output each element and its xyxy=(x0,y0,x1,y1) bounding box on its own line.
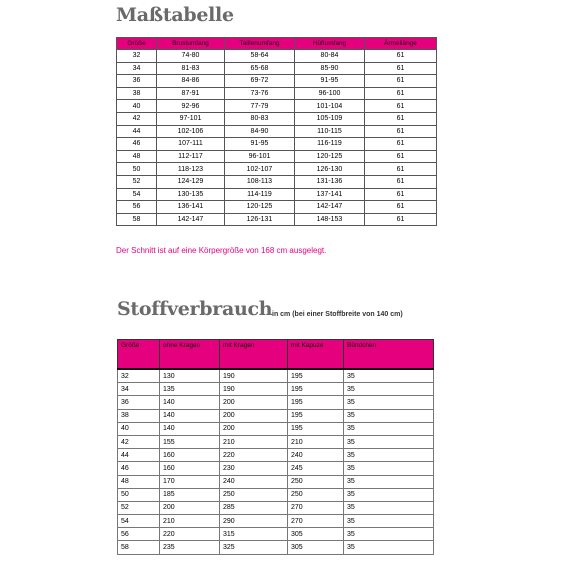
table-cell: 81-83 xyxy=(157,62,225,75)
table-cell: 46 xyxy=(118,462,160,475)
table-cell: 73-76 xyxy=(225,87,295,100)
table-cell: 38 xyxy=(117,87,157,100)
table-cell: 35 xyxy=(344,422,434,435)
table-row xyxy=(118,396,434,409)
table-cell: 34 xyxy=(118,383,160,396)
column-header: mit Kragen xyxy=(220,340,288,370)
table-cell: 61 xyxy=(365,100,437,113)
table-cell: 58-64 xyxy=(225,50,295,63)
table-cell: 170 xyxy=(160,475,220,488)
table-cell: 52 xyxy=(117,175,157,188)
table-cell: 270 xyxy=(288,515,344,528)
table-cell: 44 xyxy=(118,449,160,462)
table-cell: 102-106 xyxy=(157,125,225,138)
table-cell: 38 xyxy=(118,409,160,422)
masstabelle-title: Maßtabelle xyxy=(116,4,234,26)
table-cell: 140 xyxy=(160,409,220,422)
table-cell: 61 xyxy=(365,112,437,125)
table-cell: 61 xyxy=(365,201,437,214)
table-cell: 120-125 xyxy=(225,201,295,214)
table-cell: 130 xyxy=(160,369,220,383)
table-cell: 61 xyxy=(365,213,437,226)
table-row xyxy=(117,213,437,226)
table-row xyxy=(118,501,434,514)
table-row xyxy=(117,188,437,201)
table-cell: 80-83 xyxy=(225,112,295,125)
table-cell: 61 xyxy=(365,163,437,176)
table-cell: 35 xyxy=(344,541,434,554)
table-cell: 160 xyxy=(160,462,220,475)
table-cell: 42 xyxy=(118,435,160,448)
table-cell: 142-147 xyxy=(295,201,365,214)
table-cell: 52 xyxy=(118,501,160,514)
table-row xyxy=(117,125,437,138)
column-header: Brustumfang xyxy=(157,38,225,50)
table-cell: 112-117 xyxy=(157,150,225,163)
table-cell: 84-86 xyxy=(157,75,225,88)
table-cell: 85-90 xyxy=(295,62,365,75)
table-cell: 250 xyxy=(288,475,344,488)
table-cell: 118-123 xyxy=(157,163,225,176)
masstabelle-table xyxy=(116,37,437,226)
table-cell: 140 xyxy=(160,396,220,409)
table-cell: 137-141 xyxy=(295,188,365,201)
table-cell: 35 xyxy=(344,528,434,541)
table-row xyxy=(117,163,437,176)
table-row xyxy=(118,422,434,435)
column-header: Taillenumfang xyxy=(225,38,295,50)
table-cell: 61 xyxy=(365,150,437,163)
table-row xyxy=(118,515,434,528)
column-header: Hüftumfang xyxy=(295,38,365,50)
table-cell: 58 xyxy=(117,213,157,226)
table-row xyxy=(117,75,437,88)
table-cell: 235 xyxy=(160,541,220,554)
table-cell: 195 xyxy=(288,396,344,409)
table-cell: 250 xyxy=(220,488,288,501)
table-cell: 46 xyxy=(117,138,157,151)
column-header: Größe xyxy=(118,340,160,370)
table-cell: 58 xyxy=(118,541,160,554)
table-cell: 120-125 xyxy=(295,150,365,163)
table-cell: 65-68 xyxy=(225,62,295,75)
table-cell: 285 xyxy=(220,501,288,514)
table-row xyxy=(118,475,434,488)
table-cell: 195 xyxy=(288,409,344,422)
table-cell: 35 xyxy=(344,435,434,448)
table-cell: 92-96 xyxy=(157,100,225,113)
table-cell: 84-90 xyxy=(225,125,295,138)
table-cell: 210 xyxy=(288,435,344,448)
table-row xyxy=(118,488,434,501)
table-cell: 200 xyxy=(220,409,288,422)
table-cell: 48 xyxy=(118,475,160,488)
table-cell: 35 xyxy=(344,396,434,409)
table-cell: 61 xyxy=(365,75,437,88)
table-row xyxy=(118,383,434,396)
table-row xyxy=(117,112,437,125)
table-cell: 35 xyxy=(344,488,434,501)
table-cell: 110-115 xyxy=(295,125,365,138)
table-cell: 54 xyxy=(117,188,157,201)
table-cell: 210 xyxy=(220,435,288,448)
table-row xyxy=(117,62,437,75)
table-cell: 131-136 xyxy=(295,175,365,188)
table-cell: 160 xyxy=(160,449,220,462)
table-row xyxy=(118,449,434,462)
table-cell: 61 xyxy=(365,87,437,100)
table-cell: 142-147 xyxy=(157,213,225,226)
table-cell: 200 xyxy=(160,501,220,514)
table-cell: 69-72 xyxy=(225,75,295,88)
table-cell: 107-111 xyxy=(157,138,225,151)
column-header: Größe xyxy=(117,38,157,50)
table-cell: 195 xyxy=(288,369,344,383)
table-cell: 200 xyxy=(220,422,288,435)
table-cell: 34 xyxy=(117,62,157,75)
table-cell: 61 xyxy=(365,62,437,75)
table-cell: 48 xyxy=(117,150,157,163)
table-cell: 32 xyxy=(117,50,157,63)
table-cell: 56 xyxy=(118,528,160,541)
table-cell: 116-119 xyxy=(295,138,365,151)
table-cell: 97-101 xyxy=(157,112,225,125)
table-cell: 87-91 xyxy=(157,87,225,100)
table-cell: 80-84 xyxy=(295,50,365,63)
column-header: ohne Kragen xyxy=(160,340,220,370)
table-cell: 32 xyxy=(118,369,160,383)
table-cell: 240 xyxy=(220,475,288,488)
table-row xyxy=(117,50,437,63)
table-cell: 126-130 xyxy=(295,163,365,176)
table-cell: 74-80 xyxy=(157,50,225,63)
table-cell: 130-135 xyxy=(157,188,225,201)
stoffverbrauch-header-row xyxy=(118,340,434,370)
column-header: Bündchen xyxy=(344,340,434,370)
table-cell: 220 xyxy=(160,528,220,541)
table-row xyxy=(117,100,437,113)
table-row xyxy=(117,87,437,100)
column-header: Ärmellänge xyxy=(365,38,437,50)
table-row xyxy=(118,462,434,475)
table-cell: 61 xyxy=(365,50,437,63)
stoffverbrauch-title: Stoffverbrauch xyxy=(117,298,273,320)
table-cell: 35 xyxy=(344,409,434,422)
table-cell: 270 xyxy=(288,501,344,514)
table-row xyxy=(117,150,437,163)
column-header: mit Kapuze xyxy=(288,340,344,370)
table-cell: 91-95 xyxy=(225,138,295,151)
table-cell: 210 xyxy=(160,515,220,528)
table-row xyxy=(118,435,434,448)
table-cell: 61 xyxy=(365,188,437,201)
table-cell: 195 xyxy=(288,383,344,396)
table-cell: 315 xyxy=(220,528,288,541)
table-cell: 54 xyxy=(118,515,160,528)
table-cell: 190 xyxy=(220,369,288,383)
table-cell: 148-153 xyxy=(295,213,365,226)
table-cell: 35 xyxy=(344,462,434,475)
table-cell: 77-79 xyxy=(225,100,295,113)
table-cell: 200 xyxy=(220,396,288,409)
table-row xyxy=(118,541,434,554)
table-row xyxy=(118,409,434,422)
table-cell: 35 xyxy=(344,475,434,488)
table-cell: 35 xyxy=(344,501,434,514)
table-cell: 126-131 xyxy=(225,213,295,226)
table-cell: 190 xyxy=(220,383,288,396)
table-cell: 96-101 xyxy=(225,150,295,163)
table-cell: 105-109 xyxy=(295,112,365,125)
table-cell: 230 xyxy=(220,462,288,475)
table-cell: 195 xyxy=(288,422,344,435)
table-cell: 96-100 xyxy=(295,87,365,100)
table-cell: 290 xyxy=(220,515,288,528)
table-cell: 245 xyxy=(288,462,344,475)
table-cell: 305 xyxy=(288,541,344,554)
table-cell: 136-141 xyxy=(157,201,225,214)
table-cell: 114-119 xyxy=(225,188,295,201)
table-row xyxy=(117,201,437,214)
table-cell: 102-107 xyxy=(225,163,295,176)
table-cell: 56 xyxy=(117,201,157,214)
table-row xyxy=(117,175,437,188)
table-cell: 50 xyxy=(118,488,160,501)
table-cell: 35 xyxy=(344,449,434,462)
table-cell: 250 xyxy=(288,488,344,501)
stoffverbrauch-subtitle: in cm (bei einer Stoffbreite von 140 cm) xyxy=(272,311,403,318)
table-row xyxy=(118,369,434,383)
table-row xyxy=(117,138,437,151)
table-cell: 40 xyxy=(117,100,157,113)
table-cell: 325 xyxy=(220,541,288,554)
table-cell: 35 xyxy=(344,383,434,396)
table-cell: 305 xyxy=(288,528,344,541)
masstabelle-header-row xyxy=(117,38,437,50)
table-cell: 91-95 xyxy=(295,75,365,88)
table-cell: 240 xyxy=(288,449,344,462)
table-cell: 61 xyxy=(365,175,437,188)
body-height-note: Der Schnitt ist auf eine Körpergröße von 168 cm ausgelegt. xyxy=(116,246,327,255)
table-cell: 108-113 xyxy=(225,175,295,188)
table-cell: 36 xyxy=(118,396,160,409)
table-cell: 42 xyxy=(117,112,157,125)
table-cell: 50 xyxy=(117,163,157,176)
table-cell: 40 xyxy=(118,422,160,435)
table-cell: 35 xyxy=(344,369,434,383)
table-cell: 140 xyxy=(160,422,220,435)
table-cell: 35 xyxy=(344,515,434,528)
table-cell: 135 xyxy=(160,383,220,396)
table-cell: 155 xyxy=(160,435,220,448)
table-row xyxy=(118,528,434,541)
table-cell: 36 xyxy=(117,75,157,88)
table-cell: 124-129 xyxy=(157,175,225,188)
table-cell: 61 xyxy=(365,125,437,138)
table-cell: 220 xyxy=(220,449,288,462)
stoffverbrauch-table xyxy=(117,339,434,555)
table-cell: 61 xyxy=(365,138,437,151)
table-cell: 101-104 xyxy=(295,100,365,113)
table-cell: 44 xyxy=(117,125,157,138)
table-cell: 185 xyxy=(160,488,220,501)
